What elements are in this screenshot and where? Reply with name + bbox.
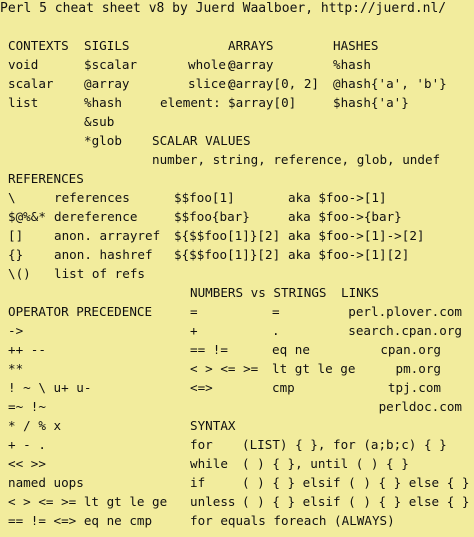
- context-item: scalar: [8, 76, 54, 91]
- link-item[interactable]: pm.org: [395, 361, 441, 376]
- scalar-values-header: SCALAR VALUES: [152, 133, 251, 148]
- operator-item: * / % x: [8, 418, 62, 433]
- sigils-header: SIGILS: [84, 38, 130, 53]
- ref-description: dereference: [54, 209, 138, 224]
- string-op: eq ne: [272, 342, 310, 357]
- operator-item: < > <= >= lt gt le ge: [8, 494, 168, 509]
- context-item: list: [8, 95, 39, 110]
- ref-symbol: \(): [8, 266, 31, 281]
- syntax-body: (LIST) { }, for (a;b;c) { }: [242, 437, 447, 452]
- link-item[interactable]: tpj.com: [387, 380, 441, 395]
- links-header: LINKS: [341, 285, 379, 300]
- sigil-item: &sub: [84, 114, 115, 129]
- ref-aka: aka $foo->[1]: [288, 190, 387, 205]
- string-op: .: [272, 323, 280, 338]
- numeric-op: < > <= >=: [190, 361, 259, 376]
- syntax-keyword: if: [190, 475, 206, 490]
- syntax-keyword: while: [190, 456, 228, 471]
- string-op: cmp: [272, 380, 295, 395]
- ref-symbol: []: [8, 228, 24, 243]
- ref-example: $$foo[1]: [174, 190, 235, 205]
- syntax-header: SYNTAX: [190, 418, 236, 433]
- operator-item: named uops: [8, 475, 84, 490]
- ref-symbol: {}: [8, 247, 24, 262]
- ref-symbol: \: [8, 190, 16, 205]
- syntax-keyword: for: [190, 437, 213, 452]
- hash-item: $hash{'a'}: [333, 95, 409, 110]
- link-item[interactable]: search.cpan.org: [348, 323, 462, 338]
- context-item: void: [8, 57, 39, 72]
- sigil-item: @array: [84, 76, 130, 91]
- link-item[interactable]: perl.plover.com: [348, 304, 462, 319]
- array-value: @array[0, 2]: [228, 76, 319, 91]
- ref-description: references: [54, 190, 130, 205]
- operator-item: =~ !~: [8, 399, 46, 414]
- operator-item: + - .: [8, 437, 46, 452]
- string-op: lt gt le ge: [272, 361, 356, 376]
- array-label: slice:: [188, 76, 234, 91]
- references-header: REFERENCES: [8, 171, 84, 186]
- array-label: element:: [160, 95, 221, 110]
- hashes-header: HASHES: [333, 38, 379, 53]
- scalar-values-text: number, string, reference, glob, undef: [152, 152, 441, 167]
- operator-item: ->: [8, 323, 24, 338]
- ref-description: list of refs: [54, 266, 145, 281]
- numeric-op: =: [190, 304, 198, 319]
- operator-item: **: [8, 361, 24, 376]
- ref-example: ${$$foo[1]}[2]: [174, 228, 281, 243]
- syntax-body: ( ) { }, until ( ) { }: [242, 456, 409, 471]
- operator-item: == != <=> eq ne cmp: [8, 513, 153, 528]
- ref-aka: aka $foo->[1]->[2]: [288, 228, 425, 243]
- numeric-op: == !=: [190, 342, 228, 357]
- numeric-op: <=>: [190, 380, 213, 395]
- ref-aka: aka $foo->{bar}: [288, 209, 402, 224]
- syntax-body: ( ) { } elsif ( ) { } else { }: [242, 475, 470, 490]
- sheet-title: Perl 5 cheat sheet v8 by Juerd Waalboer, http://juerd.nl/: [0, 1, 447, 16]
- hash-item: @hash{'a', 'b'}: [333, 76, 447, 91]
- link-item[interactable]: cpan.org: [380, 342, 441, 357]
- ref-example: ${$$foo[1]}[2]: [174, 247, 281, 262]
- operator-item: ! ~ \ u+ u-: [8, 380, 92, 395]
- syntax-keyword: for equals foreach (ALWAYS): [190, 513, 395, 528]
- sigil-item: %hash: [84, 95, 122, 110]
- syntax-keyword: unless: [190, 494, 236, 509]
- array-label: whole:: [188, 57, 234, 72]
- operator-item: ++ --: [8, 342, 46, 357]
- numeric-op: +: [190, 323, 198, 338]
- contexts-header: CONTEXTS: [8, 38, 69, 53]
- numbers-vs-strings-header: NUMBERS vs STRINGS: [190, 285, 327, 300]
- operator-precedence-header: OPERATOR PRECEDENCE: [8, 304, 153, 319]
- syntax-body: ( ) { } elsif ( ) { } else { }: [242, 494, 470, 509]
- operator-item: << >>: [8, 456, 46, 471]
- arrays-header: ARRAYS: [228, 38, 274, 53]
- ref-aka: aka $foo->[1][2]: [288, 247, 410, 262]
- ref-example: $$foo{bar}: [174, 209, 250, 224]
- ref-symbol: $@%&*: [8, 209, 46, 224]
- string-op: =: [272, 304, 280, 319]
- sigil-item: *glob: [84, 133, 122, 148]
- ref-description: anon. hashref: [54, 247, 153, 262]
- array-value: $array[0]: [228, 95, 297, 110]
- sigil-item: $scalar: [84, 57, 138, 72]
- hash-item: %hash: [333, 57, 371, 72]
- link-item[interactable]: perldoc.com: [378, 399, 462, 414]
- array-value: @array: [228, 57, 274, 72]
- ref-description: anon. arrayref: [54, 228, 161, 243]
